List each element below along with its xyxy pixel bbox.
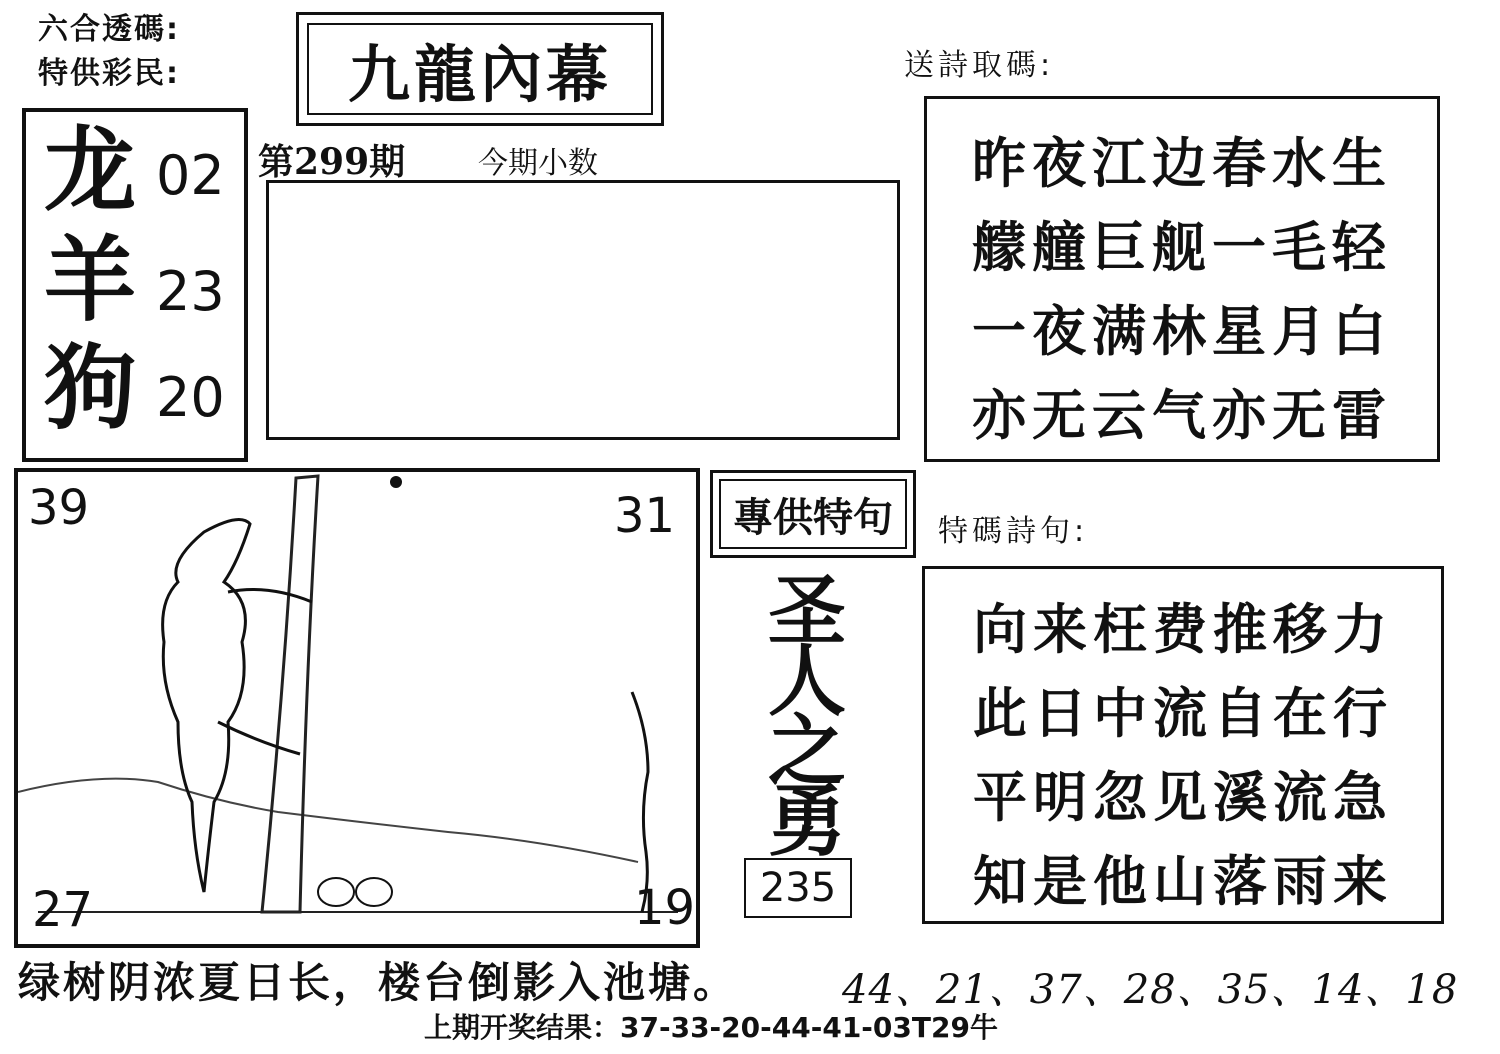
special-frame — [710, 470, 916, 558]
poem-top-line-2: 艨艟巨舰一毛轻 — [972, 215, 1392, 279]
zodiac-char-2: 羊 — [44, 226, 137, 334]
corner-number-top-right: 31 — [614, 488, 676, 544]
poem-top-box — [924, 96, 1440, 462]
poem-top-line-1: 昨夜江边春水生 — [972, 131, 1392, 195]
special-char-1: 圣 — [767, 566, 846, 657]
zodiac-char-1: 龙 — [44, 116, 137, 224]
poem-top-line-4: 亦无云气亦无雷 — [972, 383, 1392, 447]
title-frame — [296, 12, 664, 126]
corner-number-bottom-right: 19 — [634, 880, 696, 936]
poem-bottom-line-4: 知是他山落雨来 — [973, 849, 1393, 913]
header-line-1: 六合透碼: — [38, 12, 180, 47]
special-char-3: 之 — [767, 706, 846, 797]
special-char-2: 人 — [767, 636, 846, 727]
poem-bottom-label: 特碼詩句: — [938, 514, 1089, 549]
zodiac-number-2: 23 — [156, 260, 225, 323]
special-title: 專供特句 — [719, 479, 907, 549]
footer-numbers: 44、21、37、28、35、14、18 — [842, 967, 1459, 1013]
footer-verse: 绿树阴浓夏日长，楼台倒影入池塘。 — [18, 958, 739, 1007]
blank-answer-box — [266, 180, 900, 440]
corner-number-top-left: 39 — [28, 480, 90, 536]
poem-top-line-3: 一夜满林星月白 — [972, 299, 1392, 363]
zodiac-number-1: 02 — [156, 144, 225, 207]
special-char-4: 勇 — [767, 776, 846, 867]
header-line-2: 特供彩民: — [38, 56, 180, 91]
zodiac-box — [22, 108, 248, 462]
poem-bottom-line-2: 此日中流自在行 — [973, 681, 1393, 745]
last-draw-result: 上期开奖结果：37-33-20-44-41-03T29牛 — [424, 1011, 998, 1044]
special-code: 235 — [744, 858, 852, 918]
page-title: 九龍內幕 — [307, 23, 653, 115]
poem-bottom-box — [922, 566, 1444, 924]
poem-top-label: 送詩取碼: — [904, 48, 1055, 83]
issue-label: 第299期 — [258, 141, 406, 183]
poem-bottom-line-1: 向来枉费推移力 — [973, 597, 1393, 661]
zodiac-char-3: 狗 — [44, 334, 137, 442]
zodiac-number-3: 20 — [156, 366, 225, 429]
corner-number-bottom-left: 27 — [32, 882, 94, 938]
poem-bottom-line-3: 平明忽见溪流急 — [973, 765, 1393, 829]
illustration-box — [14, 468, 700, 948]
small-number-label: 今期小数 — [478, 146, 598, 181]
lizard-tree-illustration — [18, 472, 696, 944]
